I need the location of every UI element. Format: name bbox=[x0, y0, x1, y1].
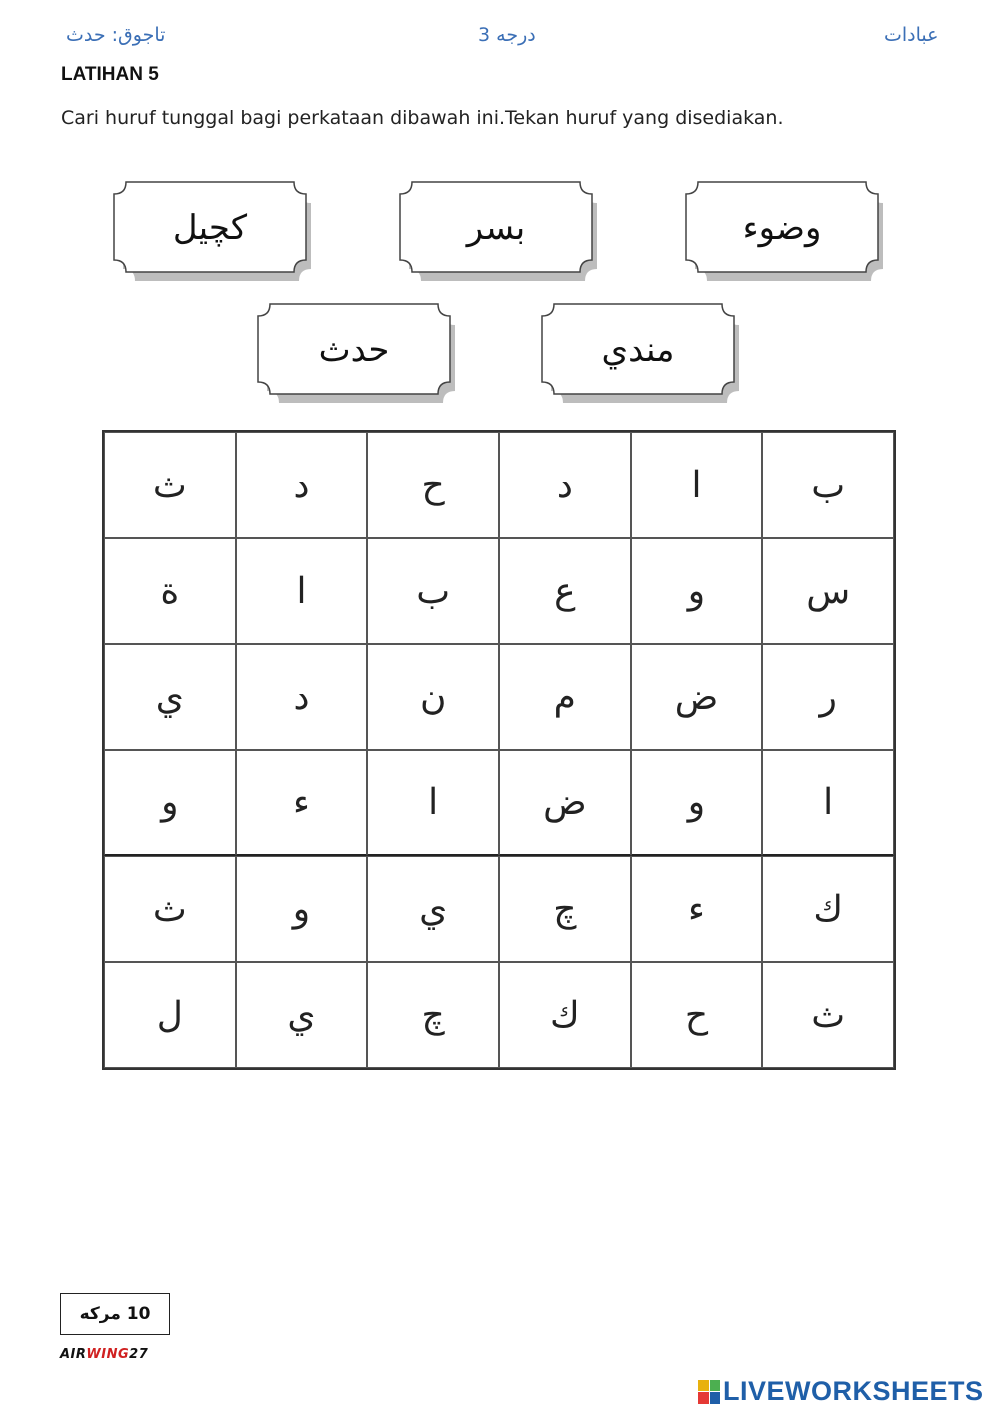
grid-cell[interactable]: و bbox=[631, 750, 763, 856]
grid-cell[interactable]: ك bbox=[762, 856, 894, 962]
liveworksheets-icon bbox=[698, 1380, 720, 1404]
airwing-part-c: 27 bbox=[129, 1347, 149, 1362]
liveworksheets-logo[interactable] bbox=[698, 1376, 984, 1407]
grid-cell[interactable]: ا bbox=[236, 538, 368, 644]
word-plaque-2 bbox=[396, 180, 606, 282]
grid-cell[interactable]: د bbox=[236, 644, 368, 750]
header-subject: عبادات bbox=[884, 24, 939, 46]
grid-cell[interactable]: چ bbox=[367, 962, 499, 1068]
grid-cell[interactable]: ح bbox=[631, 962, 763, 1068]
word-plaque-4 bbox=[254, 302, 464, 404]
word-plaque-1 bbox=[110, 180, 320, 282]
letter-grid bbox=[102, 430, 896, 1070]
grid-cell[interactable]: چ bbox=[499, 856, 631, 962]
grid-cell[interactable]: ب bbox=[762, 432, 894, 538]
instruction-text: Cari huruf tunggal bagi perkataan dibawah ini.Tekan huruf yang disediakan. bbox=[61, 107, 784, 129]
grid-cell[interactable]: ا bbox=[762, 750, 894, 856]
grid-cell[interactable]: ي bbox=[104, 644, 236, 750]
word-kecil: كچيل bbox=[172, 208, 248, 248]
grid-cell[interactable]: و bbox=[236, 856, 368, 962]
grid-cell[interactable]: د bbox=[499, 432, 631, 538]
airwing-part-a: AIR bbox=[60, 1347, 87, 1362]
grid-cell[interactable]: ي bbox=[236, 962, 368, 1068]
grid-cell[interactable]: ب bbox=[367, 538, 499, 644]
grid-cell[interactable]: م bbox=[499, 644, 631, 750]
airwing-signature bbox=[60, 1347, 148, 1362]
header-topic: تاجوق: حدث bbox=[66, 24, 166, 46]
word-mandi: مندي bbox=[601, 330, 675, 370]
word-besar: بسر bbox=[466, 208, 526, 248]
grid-cell[interactable]: ح bbox=[367, 432, 499, 538]
grid-cell[interactable]: ة bbox=[104, 538, 236, 644]
word-plaque-3 bbox=[682, 180, 892, 282]
word-hadas: حدث bbox=[318, 330, 390, 370]
grid-cell[interactable]: ض bbox=[499, 750, 631, 856]
grid-cell[interactable]: ض bbox=[631, 644, 763, 750]
grid-cell[interactable]: ث bbox=[762, 962, 894, 1068]
grid-cell[interactable]: ك bbox=[499, 962, 631, 1068]
grid-cell[interactable]: و bbox=[104, 750, 236, 856]
grid-cell[interactable]: ا bbox=[631, 432, 763, 538]
grid-cell[interactable]: ء bbox=[631, 856, 763, 962]
grid-cell[interactable]: ي bbox=[367, 856, 499, 962]
grid-cell[interactable]: ن bbox=[367, 644, 499, 750]
airwing-part-b: WING bbox=[86, 1347, 130, 1362]
grid-cell[interactable]: س bbox=[762, 538, 894, 644]
grid-cell[interactable]: و bbox=[631, 538, 763, 644]
marks-box: 10 مركه bbox=[60, 1293, 170, 1335]
grid-cell[interactable]: ث bbox=[104, 856, 236, 962]
word-plaque-5 bbox=[538, 302, 748, 404]
liveworksheets-brand: LIVEWORKSHEETS bbox=[723, 1376, 984, 1406]
header-grade: درجه 3 bbox=[478, 24, 536, 46]
grid-cell[interactable]: ث bbox=[104, 432, 236, 538]
page-title: LATIHAN 5 bbox=[61, 64, 159, 85]
grid-cell[interactable]: ا bbox=[367, 750, 499, 856]
grid-cell[interactable]: ء bbox=[236, 750, 368, 856]
grid-cell[interactable]: ع bbox=[499, 538, 631, 644]
grid-cell[interactable]: د bbox=[236, 432, 368, 538]
grid-cell[interactable]: ر bbox=[762, 644, 894, 750]
word-wudhu: وضوء bbox=[742, 208, 822, 248]
grid-cell[interactable]: ل bbox=[104, 962, 236, 1068]
